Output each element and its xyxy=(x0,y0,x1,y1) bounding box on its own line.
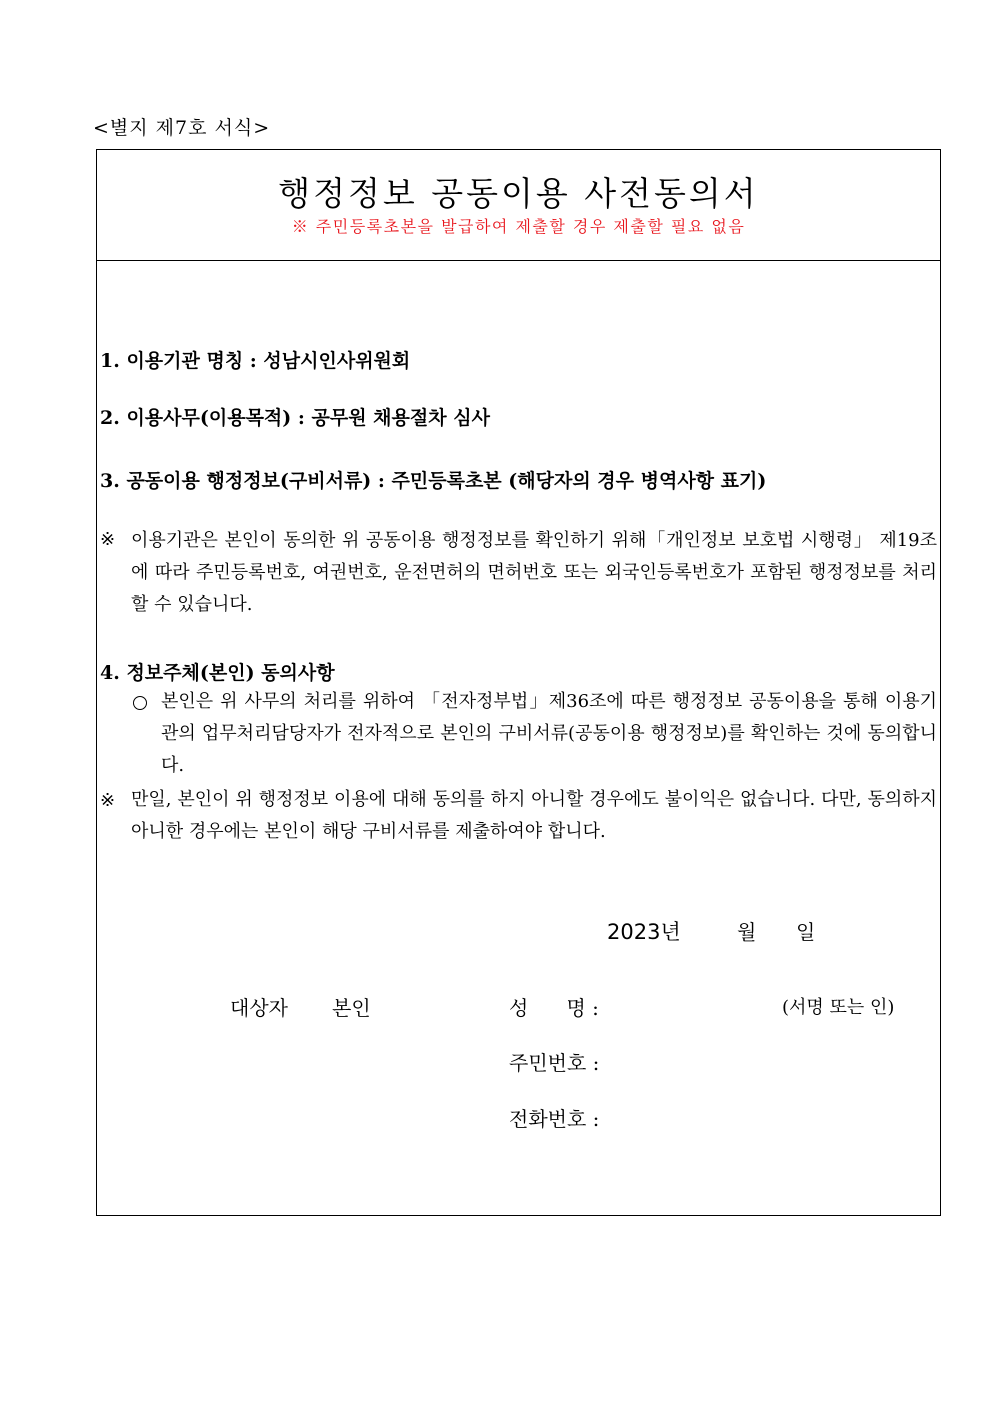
subject-label: 대상자 xyxy=(230,996,288,1020)
phone-label: 전화번호 : xyxy=(509,1107,600,1131)
processing-note: 이용기관은 본인이 동의한 위 공동이용 행정정보를 확인하기 위해「개인정보 보호법 시행령」 제19조에 따라 주민등록번호, 여권번호, 운전면허의 면허번호 또는 외국인등록번호가 포함된 행정정보를 처리할 수 있습니다. xyxy=(131,530,937,615)
item-agency-name: 1. 이용기관 명칭 : 성남시인사위원회 xyxy=(100,350,411,372)
item-purpose: 2. 이용사무(이용목적) : 공무원 채용절차 심사 xyxy=(100,407,490,429)
page-title: 행정정보 공동이용 사전동의서 xyxy=(278,174,759,213)
date-year: 2023년 xyxy=(607,920,681,944)
item-shared-info: 3. 공동이용 행정정보(구비서류) : 주민등록초본 (해당자의 경우 병역사항 표기) xyxy=(100,470,767,492)
disclaimer-mark: ※ xyxy=(100,790,116,811)
item-consent-heading: 4. 정보주체(본인) 동의사항 xyxy=(100,662,335,684)
sign-hint: (서명 또는 인) xyxy=(782,997,895,1018)
consent-form-frame xyxy=(96,149,941,1216)
red-notice: ※ 주민등록초본을 발급하여 제출할 경우 제출할 필요 없음 xyxy=(291,217,746,236)
form-header xyxy=(97,150,940,261)
circle-bullet-icon xyxy=(133,696,147,710)
subject-self: 본인 xyxy=(332,996,371,1020)
id-number-label: 주민번호 : xyxy=(509,1051,600,1075)
note-mark: ※ xyxy=(100,529,116,550)
name-label: 성 명 : xyxy=(509,996,599,1020)
disclaimer-text: 만일, 본인이 위 행정정보 이용에 대해 동의를 하지 아니할 경우에도 불이익은 없습니다. 다만, 동의하지 아니한 경우에는 본인이 해당 구비서류를 제출하여야 합니다. xyxy=(131,789,937,842)
form-number-label: <별지 제7호 서식> xyxy=(93,117,271,139)
date-month: 월 xyxy=(737,920,757,944)
date-day: 일 xyxy=(796,920,816,944)
consent-statement: 본인은 위 사무의 처리를 위하여 「전자정부법」제36조에 따른 행정정보 공동이용을 통해 이용기관의 업무처리담당자가 전자적으로 본인의 구비서류(공동이용 행정정보)를 확인하는 것에 동의합니다. xyxy=(161,691,937,776)
